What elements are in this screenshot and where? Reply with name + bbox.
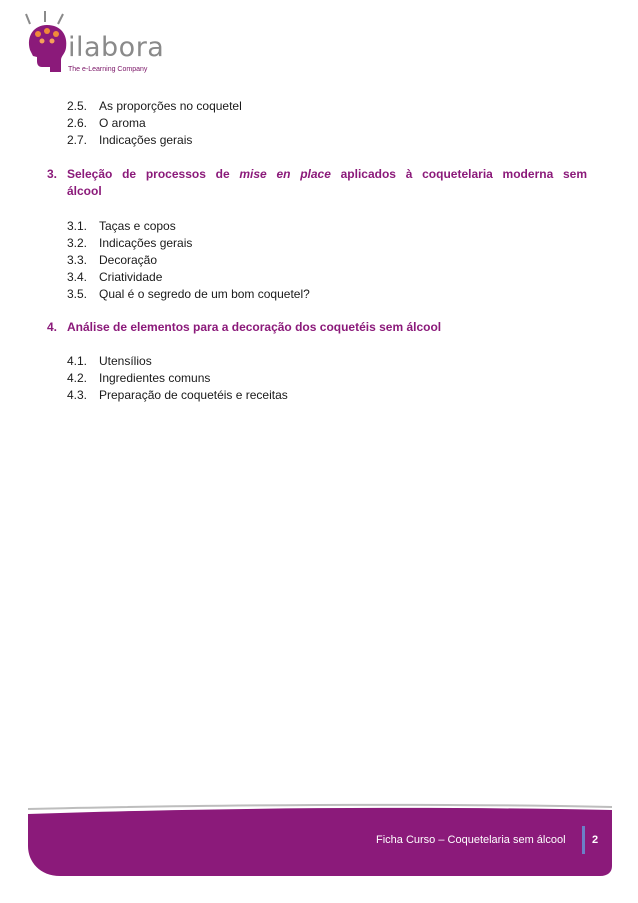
list-item: 2.7. Indicações gerais — [67, 133, 193, 147]
list-item: 4.3. Preparação de coquetéis e receitas — [67, 388, 288, 402]
list-item: 4.1. Utensílios — [67, 354, 152, 368]
footer-title: Ficha Curso – Coquetelaria sem álcool — [376, 834, 566, 846]
footer-banner — [0, 790, 638, 903]
list-item: 3.4. Criatividade — [67, 270, 163, 284]
list-item: 2.6. O aroma — [67, 116, 146, 130]
list-item: 3.5. Qual é o segredo de um bom coquetel? — [67, 287, 310, 301]
list-item: 4.2. Ingredientes comuns — [67, 371, 211, 385]
list-item: 3.2. Indicações gerais — [67, 236, 193, 250]
brand-name: ilabora — [68, 32, 165, 63]
list-item: 2.5. As proporções no coquetel — [67, 99, 242, 113]
section-heading-4: 4. Análise de elementos para a decoração dos coquetéis sem álcool — [47, 320, 442, 334]
list-item: 3.3. Decoração — [67, 253, 158, 267]
footer-divider — [582, 826, 585, 854]
brand-tagline: The e-Learning Company — [68, 66, 148, 73]
head-icon — [26, 11, 66, 72]
page-number: 2 — [592, 834, 599, 846]
list-item: 3.1. Taças e copos — [67, 219, 176, 233]
section-heading-3: 3. Seleção de processos de mise en place aplicados à coquetelaria moderna sem álcool — [47, 167, 587, 198]
